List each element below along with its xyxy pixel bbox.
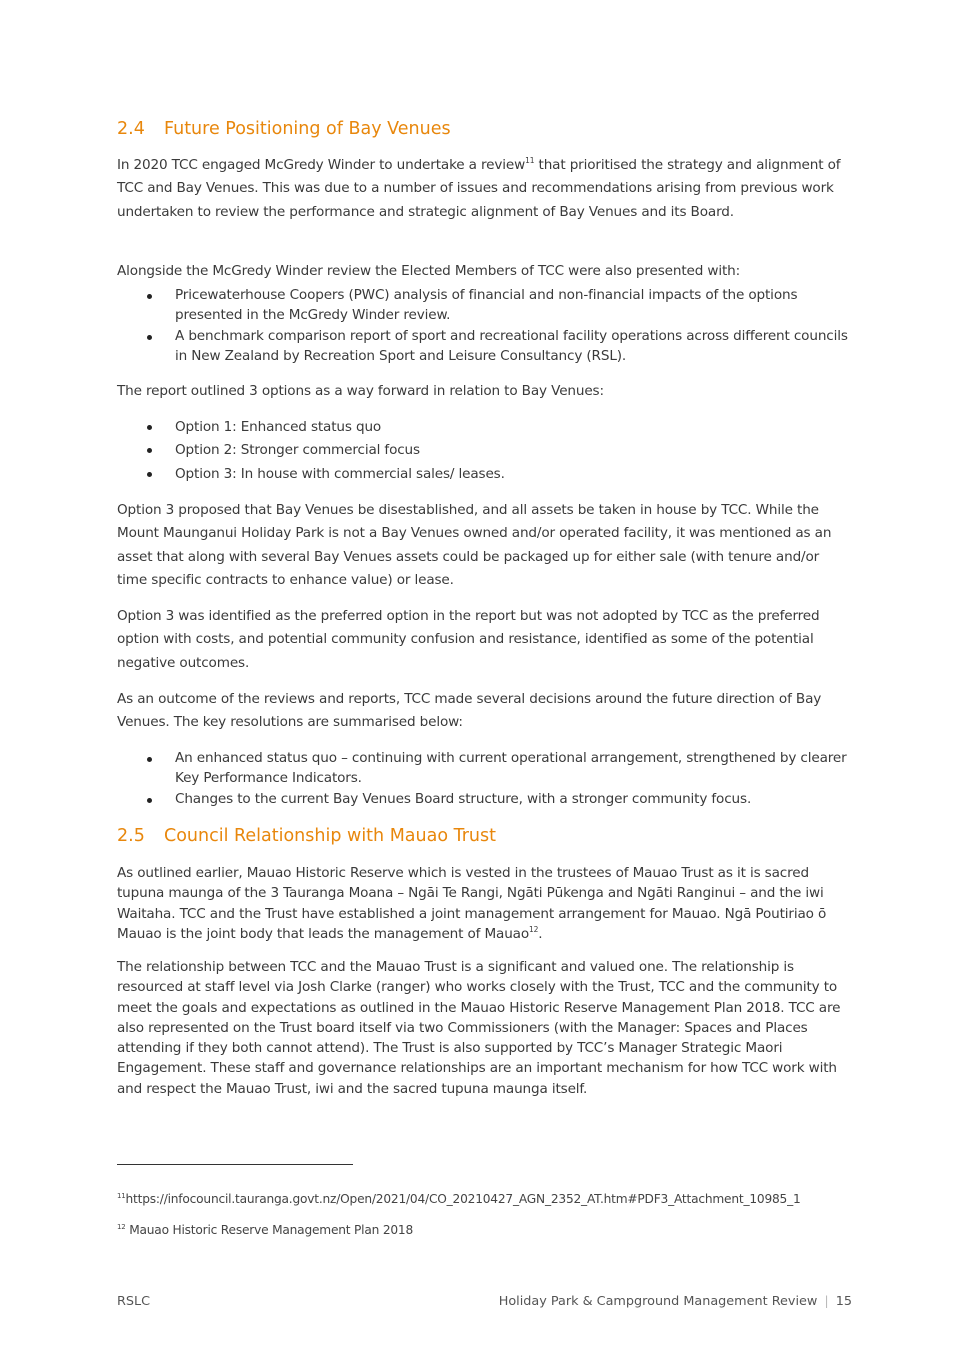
paragraph: Alongside the McGredy Winder review the Elected Members of TCC were also presented with:: [117, 263, 741, 279]
footnote-mark: 11: [117, 1192, 126, 1200]
list-item: Option 3: In house with commercial sales/ leases.: [117, 463, 853, 486]
footer-title: Holiday Park & Campground Management Review: [498, 1294, 818, 1309]
footnote-link[interactable]: https://infocouncil.tauranga.govt.nz/Open/2021/04/CO_20210427_AGN_2352_AT.htm#PDF3_Attachment_10985_1: [125, 1192, 801, 1206]
list-item: Option 2: Stronger commercial focus: [117, 439, 853, 462]
section-title: Future Positioning of Bay Venues: [164, 119, 451, 139]
list-item: Changes to the current Bay Venues Board structure, with a stronger community focus.: [117, 789, 853, 809]
paragraph-text: .: [538, 925, 543, 942]
paragraph: [117, 154, 853, 224]
footnote-text: Mauao Historic Reserve Management Plan 2018: [125, 1223, 414, 1237]
paragraph: The relationship between TCC and the Mauao Trust is a significant and valued one. The relationship is resourced at staff level via Josh Clarke (ranger) who works closely with the Trust, TCC and the community to meet the goals and expectations as outlined in the Mauao Historic Reserve Management Plan 2018. TCC are also represented on the Trust board itself via two Commissioners (with the Manager: Spaces and Places attending if they both cannot attend). The Trust is also supported by TCC’s Manager Strategic Maori Engagement. These staff and governance relationships are an important mechanism for how TCC work with and respect the Mauao Trust, iwi and the sacred tupuna maunga itself.: [117, 959, 841, 1097]
footnote-mark: 12: [117, 1223, 126, 1231]
paragraph: [117, 863, 853, 944]
list-item: A benchmark comparison report of sport and recreational facility operations across different councils in New Zealand by Recreation Sport and Leisure Consultancy (RSL).: [117, 326, 853, 367]
paragraph-text: that prioritised the strategy and alignment of TCC and Bay Venues. This was due to a number of issues and recommendations arising from previous work undertaken to review the performance and strategic alignment of Bay Venues and its Board.: [117, 157, 841, 220]
paragraph-text: In 2020 TCC engaged McGredy Winder to undertake a review: [117, 157, 526, 173]
bullet-list: [117, 285, 853, 366]
footnote: [117, 1192, 801, 1206]
bullet-list: [117, 416, 853, 486]
section-heading-2-4: [117, 119, 451, 139]
footer-separator: |: [824, 1294, 829, 1309]
footnote-divider: [117, 1164, 353, 1165]
footnote: [117, 1223, 413, 1237]
section-title: Council Relationship with Mauao Trust: [164, 826, 496, 846]
footer-org: RSLC: [117, 1294, 151, 1309]
list-item: Pricewaterhouse Coopers (PWC) analysis of financial and non-financial impacts of the options presented in the McGredy Winder review.: [117, 285, 853, 326]
list-item: An enhanced status quo – continuing with current operational arrangement, strengthened by clearer Key Performance Indicators.: [117, 748, 853, 789]
footnote-ref[interactable]: 11: [525, 156, 535, 165]
paragraph: Option 3 proposed that Bay Venues be disestablished, and all assets be taken in house by TCC. While the Mount Maunganui Holiday Park is not a Bay Venues owned and/or operated facility, it was mentioned as an asset that along with several Bay Venues assets could be packaged up for either sale (with tenure and/or time specific contracts to enhance value) or lease.: [117, 502, 832, 588]
page-number: 15: [835, 1294, 852, 1309]
paragraph: Option 3 was identified as the preferred option in the report but was not adopted by TCC as the preferred option with costs, and potential community confusion and resistance, identified as some of the potential negative outcomes.: [117, 608, 820, 671]
footnote-ref[interactable]: 12: [529, 924, 539, 934]
list-item: Option 1: Enhanced status quo: [117, 416, 853, 439]
paragraph: As an outcome of the reviews and reports, TCC made several decisions around the future direction of Bay Venues. The key resolutions are summarised below:: [117, 691, 822, 731]
section-number: 2.4: [117, 119, 145, 139]
section-number: 2.5: [117, 826, 145, 846]
section-heading-2-5: [117, 826, 496, 846]
paragraph-text: As outlined earlier, Mauao Historic Reserve which is vested in the trustees of Mauao Trust as it is sacred tupuna maunga of the 3 Tauranga Moana – Ngāi Te Rangi, Ngāti Pūkenga and Ngāti Ranginui – and the iwi Waitaha. TCC and the Trust have established a joint management arrangement for Mauao. Ngā Poutiriao ō Mauao is the joint body that leads the management of Mauao: [117, 865, 827, 942]
paragraph: The report outlined 3 options as a way forward in relation to Bay Venues:: [117, 383, 604, 399]
bullet-list: [117, 748, 853, 809]
footer-info: [499, 1294, 852, 1309]
